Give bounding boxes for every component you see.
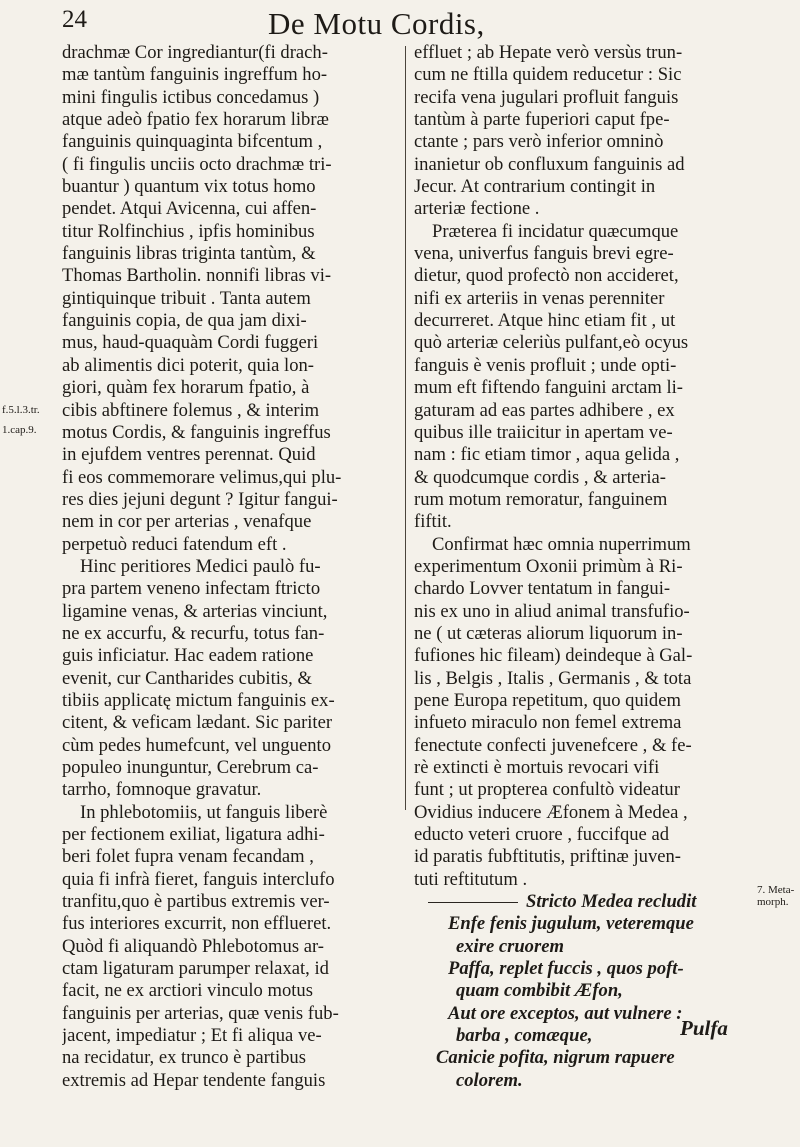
text-line: tranfitu,quo è partibus extremis ver- <box>62 891 330 913</box>
text-line: motus Cordis, & fanguinis ingreffus <box>62 421 331 443</box>
text-line: fi eos commemorare velimus,qui plu- <box>62 466 342 488</box>
text-line: rè extincti è mortuis revocari vifi <box>414 757 660 778</box>
dash-rule <box>428 902 518 903</box>
margin-reference: 1.cap.9. <box>2 424 37 436</box>
text-line: drachmæ Cor ingrediantur(fi drach- <box>62 42 328 63</box>
text-line: ctam ligaturam parumper relaxat, id <box>62 958 329 980</box>
text-line: guis inficiatur. Hac eadem ratione <box>62 645 314 667</box>
text-line: mæ tantùm fanguinis ingreffum ho- <box>62 64 328 86</box>
margin-reference: f.5.l.3.tr. <box>2 404 40 416</box>
text-line: extremis ad Hepar tendente fanguis <box>62 1069 326 1091</box>
text-line: nem in cor per arterias , venafque <box>62 511 312 533</box>
text-line: chardo Lovver tentatum in fangui- <box>414 578 671 600</box>
text-line: buantur ) quantum vix totus homo <box>62 176 316 198</box>
column-divider <box>405 46 406 810</box>
text-line: Thomas Bartholin. nonnifi libras vi- <box>62 265 332 287</box>
text-line: cum ne ftilla quidem reducetur : Sic <box>414 64 682 86</box>
margin-reference: morph. <box>757 896 789 908</box>
text-line: id paratis fubftitutis, priftinæ juven- <box>414 846 681 868</box>
text-line: ctante ; pars verò inferior omninò <box>414 131 664 153</box>
text-line: gintiquinque tribuit . Tanta autem <box>62 287 311 309</box>
text-line: beri folet fupra venam fecandam , <box>62 846 314 868</box>
verse-line: exire cruorem <box>456 935 564 957</box>
text-line: evenit, cur Cantharides cubitis, & <box>62 667 312 689</box>
catchword: Pulfa <box>680 1016 728 1040</box>
text-line: fiftit. <box>414 511 452 533</box>
text-line: cibis abftinere folemus , & interim <box>62 399 320 421</box>
right-text-column <box>414 42 754 1092</box>
text-line: mus, haud-quaquàm Cordi fuggeri <box>62 332 319 354</box>
text-line: populeo inunguntur, Cerebrum ca- <box>62 757 319 778</box>
text-line: quò arteriæ celeriùs pulfant,eò ocyus <box>414 332 689 354</box>
text-line: infueto miraculo non femel extrema <box>414 712 682 734</box>
text-line: funt ; ut propterea confultò videatur <box>414 779 680 801</box>
text-line: pene Europa repetitum, quo quidem <box>414 689 681 711</box>
left-text-column <box>62 42 398 1092</box>
text-line: fanguinis copia, de qua jam dixi- <box>62 310 307 332</box>
text-line: experimentum Oxonii primùm à Ri- <box>414 555 683 577</box>
text-line: cùm pedes humefcunt, vel unguento <box>62 734 332 756</box>
text-line: quia fi infrà fieret, fanguis interclufo <box>62 868 335 890</box>
text-line: mini fingulis ictibus concedamus ) <box>62 86 320 108</box>
paragraph-start-line: Præterea fi incidatur quæcumque <box>432 220 679 242</box>
text-line: quibus ille traiicitur in apertam ve- <box>414 421 673 443</box>
text-line: res dies jejuni degunt ? Igitur fangui- <box>62 488 338 510</box>
text-line: educto veteri cruore , fuccifque ad <box>414 824 670 846</box>
text-line: ne ( ut cæteras aliorum liquorum in- <box>414 622 683 644</box>
text-line: gaturam ad eas partes adhibere , ex <box>414 399 675 421</box>
text-line: per fectionem exiliat, ligatura adhi- <box>62 824 325 846</box>
text-line: nifi ex arteriis in venas perenniter <box>414 287 665 309</box>
text-line: fanguinis quinquaginta bifcentum , <box>62 131 323 153</box>
text-line: tuti reftitutum . <box>414 868 528 890</box>
margin-reference: 7. Meta- <box>757 884 795 896</box>
text-line: decurreret. Atque hinc etiam fit , ut <box>414 310 676 332</box>
verse-line: barba , comæque, <box>456 1025 593 1047</box>
text-line: fanguis è venis profluit ; unde opti- <box>414 354 677 376</box>
verse-line: quam combibit Æfon, <box>456 980 623 1002</box>
text-line: Ovidius inducere Æfonem à Medea , <box>414 801 688 823</box>
text-line: fenectute confecti juvenefcere , & fe- <box>414 734 692 756</box>
text-line: dietur, quod profectò non accideret, <box>414 265 679 287</box>
text-line: titur Rolfinchius , ipfis hominibus <box>62 220 315 242</box>
text-line: ( fi fingulis unciis octo drachmæ tri- <box>62 153 332 175</box>
page-number: 24 <box>62 6 87 33</box>
verse-lead: Stricto Medea recludit <box>526 891 697 913</box>
text-line: fus interiores excurrit, non efflueret. <box>62 913 332 935</box>
text-line: fufiones hic fileam) deindeque à Gal- <box>414 645 693 667</box>
text-line: tantùm à parte fuperiori caput fpe- <box>414 109 670 131</box>
text-line: effluet ; ab Hepate verò versùs trun- <box>414 42 683 63</box>
text-line: in ejufdem ventres perennat. Quid <box>62 444 316 466</box>
text-line: perpetuò reduci fatendum eft . <box>62 533 287 555</box>
text-line: mum eft fiftendo fanguini arctam li- <box>414 377 684 399</box>
text-line: fanguinis libras triginta tantùm, & <box>62 243 316 265</box>
text-line: citent, & veficam lædant. Sic pariter <box>62 712 333 734</box>
text-line: fanguinis per arterias, quæ venis fub- <box>62 1002 339 1024</box>
text-line: ligamine venas, & arterias vinciunt, <box>62 600 328 622</box>
paragraph-start-line: Confirmat hæc omnia nuperrimum <box>432 533 691 555</box>
text-line: atque adeò fpatio fex horarum libræ <box>62 109 329 131</box>
text-line: recifa vena jugulari profluit fanguis <box>414 86 679 108</box>
paragraph-start-line: Hinc peritiores Medici paulò fu- <box>80 555 321 577</box>
text-line: pendet. Atqui Avicenna, cui affen- <box>62 198 317 220</box>
text-line: lis , Belgis , Italis , Germanis , & tota <box>414 667 692 689</box>
text-line: jacent, impediatur ; Et fi aliqua ve- <box>62 1025 322 1047</box>
text-line: tibiis applicatę mictum fanguinis ex- <box>62 689 335 711</box>
text-line: na recidatur, ex trunco è partibus <box>62 1047 306 1069</box>
text-line: nam : fic etiam timor , aqua gelida , <box>414 444 680 466</box>
text-line: Quòd fi aliquandò Phlebotomus ar- <box>62 935 324 957</box>
text-line: Jecur. At contrarium contingit in <box>414 176 656 198</box>
verse-lead-line <box>414 891 754 913</box>
text-line: rum motum remoratur, fanguinem <box>414 488 668 510</box>
running-title: De Motu Cordis, <box>268 6 485 41</box>
text-line: vena, univerfus fanguis brevi egre- <box>414 243 674 265</box>
text-line: tarrho, fomnoque gravatur. <box>62 779 262 801</box>
verse-line: Canicie pofita, nigrum rapuere <box>436 1047 675 1069</box>
text-line: inanietur ob confluxum fanguinis ad <box>414 153 685 175</box>
text-line: facit, ne ex arctiori vinculo motus <box>62 980 313 1002</box>
text-line: & quodcumque cordis , & arteria- <box>414 466 666 488</box>
page-header <box>0 6 800 40</box>
text-line: pra partem veneno infectam ftricto <box>62 578 321 600</box>
text-line: nis ex uno in aliud animal transfufio- <box>414 600 690 622</box>
verse-line: Aut ore exceptos, aut vulnere : <box>448 1002 683 1024</box>
text-line: ne ex accurfu, & recurfu, totus fan- <box>62 622 325 644</box>
text-line: ab alimentis dici poterit, quia lon- <box>62 354 314 376</box>
verse-line: colorem. <box>456 1069 523 1091</box>
verse-line: Enfe fenis jugulum, veteremque <box>448 913 694 935</box>
paragraph-start-line: In phlebotomiis, ut fanguis liberè <box>80 801 328 823</box>
verse-line: Paffa, replet fuccis , quos poft- <box>448 958 684 980</box>
text-line: giori, quàm fex horarum fpatio, à <box>62 377 310 399</box>
text-line: arteriæ fectione . <box>414 198 540 220</box>
